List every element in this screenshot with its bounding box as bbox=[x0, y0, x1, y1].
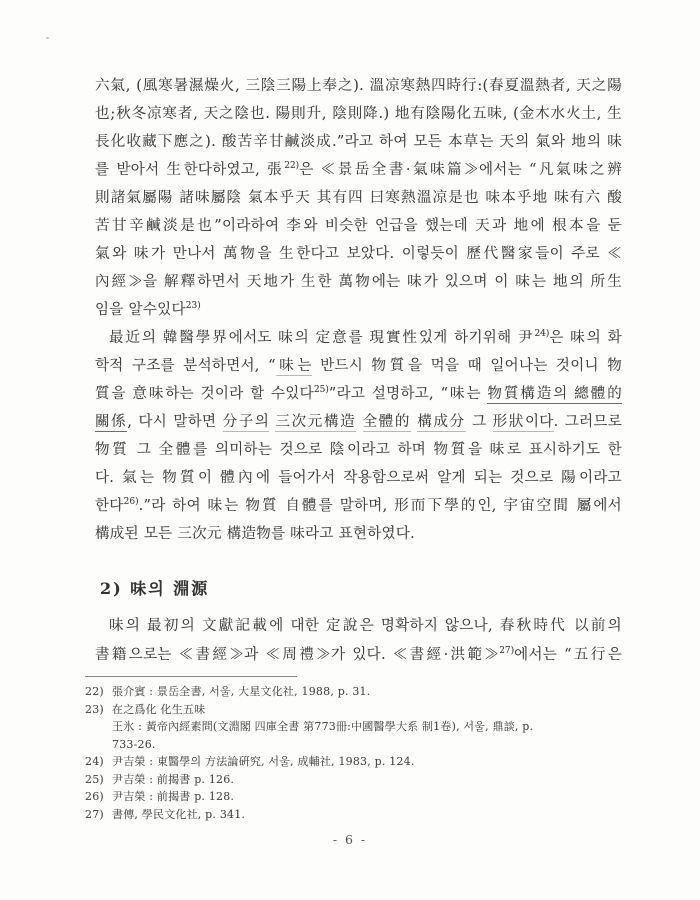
footnote-row bbox=[85, 753, 633, 771]
text-line: 長化收藏下應之). 酸苦辛甘鹹淡成.”라고 하여 모든 本草는 天의 氣와 地의 味 bbox=[95, 134, 622, 150]
footnote-row bbox=[85, 701, 633, 719]
footnote-number: 26) bbox=[85, 790, 104, 803]
footnote-row bbox=[85, 788, 633, 806]
text-line: 氣와 味가 만나서 萬物을 生한다고 보았다. 이렇듯이 歷代醫家들이 주로 ≪ bbox=[95, 246, 622, 262]
footnote-number: 25) bbox=[85, 772, 104, 786]
section-heading: 2) 味의 淵源 bbox=[100, 579, 210, 598]
text-line: 內經≫을 解釋하면서 天地가 生한 萬物에는 味가 있으며 이 味는 地의 所生 bbox=[95, 274, 622, 290]
footnote-ref: 22) bbox=[284, 161, 300, 171]
footnote-row bbox=[85, 771, 633, 789]
footnote-number: 23) bbox=[85, 702, 104, 716]
footnote-text: 733-26. bbox=[112, 737, 156, 751]
text-line: 학적 구조를 분석하면서, “味는 반드시 物質을 먹을 때 일어나는 것이니 物 bbox=[95, 358, 623, 374]
footnote-row bbox=[85, 736, 633, 754]
footnote-ref: 25) bbox=[313, 385, 329, 395]
footnote-ref: 23) bbox=[185, 301, 201, 311]
text-line: 한다$^{26)}$.”라 하여 味는 物質 自體를 말하며, 形而下學的인, 宇宙空間 屬에서 bbox=[95, 497, 622, 514]
text-line: 也;秋冬凉寒者, 天之陰也. 陽則升, 陰則降.) 地有陰陽化五味, (金木水火土, 生 bbox=[95, 106, 622, 122]
footnote-separator bbox=[85, 676, 297, 677]
text-line: 關係, 다시 말하면 分子의 三次元構造 全體的 構成分 그 形狀이다. 그러므로 bbox=[95, 414, 622, 430]
text-line: 六氣, (風寒暑濕燥火, 三陰三陽上奉之). 溫凉寒熱四時行:(春夏溫熱者, 天之陽 bbox=[95, 78, 622, 94]
footnote-text: 尹吉榮 : 前揭書 p. 126. bbox=[112, 772, 235, 786]
footnote-number: 24) bbox=[85, 755, 104, 768]
footnote-ref: 27) bbox=[499, 646, 515, 656]
text-line: 則諸氣屬陽 諸味屬陰 氣本乎天 其有四 曰寒熱溫凉是也 味本乎地 味有六 酸 bbox=[95, 190, 622, 206]
text-line: 를 받아서 生한다하였고, 張$^{22)}$은 ≪景岳全書·氣味篇≫에서는 “凡氣味之辨 bbox=[95, 161, 622, 178]
text-line: 임을 알수있다$^{23)}$ bbox=[95, 301, 201, 318]
footnote-ref: 26) bbox=[123, 497, 139, 507]
text-line: 다. 氣는 物質이 體內에 들어가서 작용함으로써 알게 되는 것으로 陽이라고 bbox=[95, 470, 622, 486]
footnote-list bbox=[85, 683, 633, 823]
footnote-text: 張介賓 : 景岳全書, 서울, 大星文化社, 1988, p. 31. bbox=[112, 685, 371, 698]
text-line: 書籍으로는 ≪書經≫과 ≪周禮≫가 있다. ≪書經·洪範≫$^{27)}$에서는 “五行은 bbox=[95, 646, 623, 663]
body-paragraph bbox=[95, 324, 622, 548]
text-line: 最近의 韓醫學界에서도 味의 定意를 現實性있게 하기위해 尹$^{24)}$은 味의 화 bbox=[109, 329, 622, 346]
text-line: 物質 그 全體를 의미하는 것으로 陰이라고 하며 物質을 味로 표시하기도 한 bbox=[95, 442, 622, 458]
footnote-row bbox=[85, 683, 633, 701]
footnote-row bbox=[85, 718, 633, 736]
body-paragraph bbox=[95, 72, 622, 324]
footnote-number: 27) bbox=[85, 807, 104, 821]
text-line: 苦甘辛鹹淡是也”이라하여 李와 비슷한 언급을 했는데 天과 地에 根本을 둔 bbox=[95, 218, 622, 234]
text-line: 質을 意味하는 것이라 할 수있다$^{25)}$”라고 설명하고, “味는 物質構造의 總體的 bbox=[95, 385, 622, 402]
footnote-text: 尹吉榮 : 東醫學의 方法論硏究, 서울, 成輔社, 1983, p. 124. bbox=[112, 755, 415, 768]
footnote-text: 王氷 : 黃帝內經素問(文淵閣 四庫全書 第773冊:中國醫學大系 制1卷), 서울, 鼎談, p. bbox=[112, 720, 534, 733]
body-text bbox=[95, 72, 622, 548]
scan-artifact-dot bbox=[46, 37, 49, 39]
page-number: - 6 - bbox=[332, 832, 368, 847]
footnote-ref: 24) bbox=[534, 329, 550, 339]
text-line: 構成된 모든 三次元 構造物를 味라고 표현하였다. bbox=[95, 526, 416, 542]
footnote-text: 尹吉榮 : 前揭書 p. 128. bbox=[112, 790, 235, 803]
footnote-text: 在之爲化 化生五味 bbox=[112, 702, 206, 716]
body-paragraph-3 bbox=[95, 612, 622, 670]
footnote-row bbox=[85, 806, 633, 824]
footnote-number: 22) bbox=[85, 685, 104, 698]
footnote-text: 書傳, 學民文化社, p. 341. bbox=[112, 807, 246, 821]
text-line: 味의 最初의 文獻記載에 대한 定說은 명확하지 않으나, 春秋時代 以前의 bbox=[109, 618, 622, 634]
